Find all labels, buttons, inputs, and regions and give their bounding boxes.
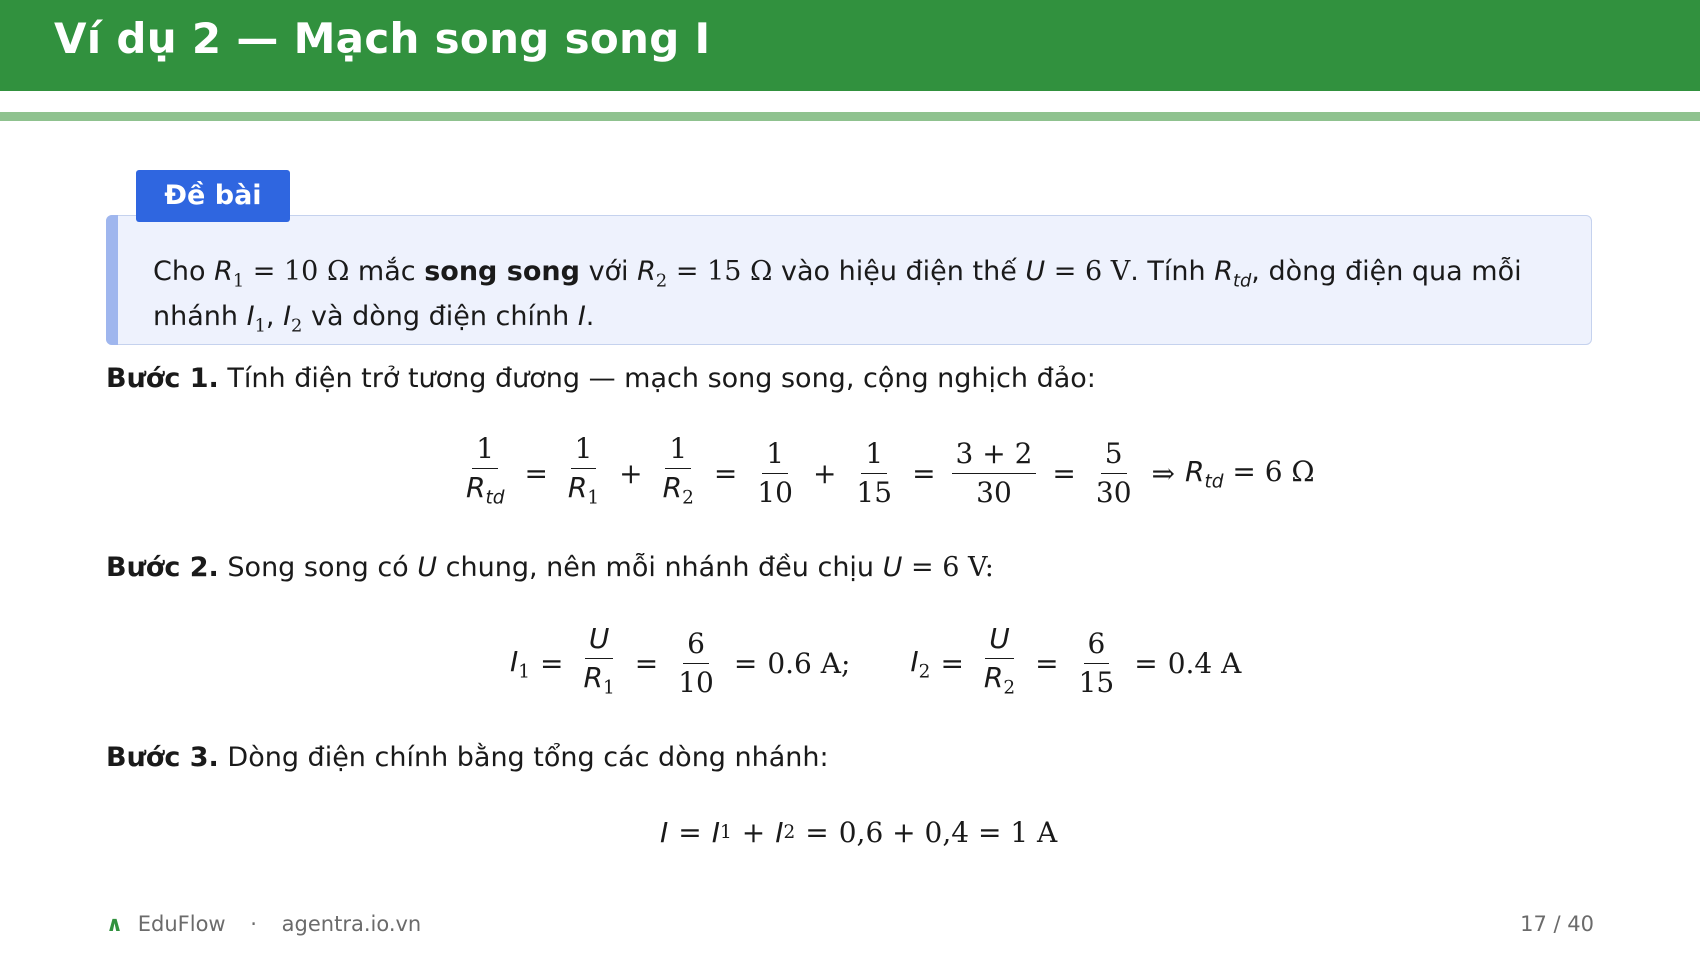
r2-value: 15 Ω	[707, 256, 773, 287]
step3-desc: Dòng điện chính bằng tổng các dòng nhánh:	[227, 742, 829, 773]
problem-box	[106, 215, 1592, 345]
slide-title: Ví dụ 2 — Mạch song song I	[54, 14, 711, 63]
step3-equation: I = I 1 + I 2 = 0,6 + 0,4 = 1 A	[660, 816, 1058, 849]
step1-desc: Tính điện trở tương đương — mạch song song, cộng nghịch đảo:	[227, 363, 1096, 394]
footer	[106, 912, 421, 936]
text-tinh: Tính	[1147, 256, 1206, 287]
text-dong: , dòng điện qua mỗi nhánh	[153, 256, 1522, 333]
text-mac: mắc	[357, 256, 416, 287]
footer-separator: ·	[250, 912, 257, 936]
text-va: và dòng điện chính	[310, 301, 570, 333]
step2-desc-a: Song song có	[227, 552, 409, 583]
step2-desc-b: chung, nên mỗi nhánh đều chịu	[445, 552, 875, 583]
step1-text	[106, 362, 1096, 396]
text-song-song: song song	[424, 256, 580, 287]
problem-text: Cho $R_1 = 10$ Ω mắc song song với $R_2 = 15$ Ω vào hiệu điện thế U = 6 V. Tính $R_{td}$, dòng điện qua mỗi nhánh $I_1$, $I_2$ và dòng điện chính I.	[153, 256, 1522, 337]
title-bar	[0, 0, 1700, 91]
footer-site: agentra.io.vn	[281, 912, 422, 936]
footer-brand: EduFlow	[137, 912, 226, 936]
rtd-result: 6 Ω	[1264, 455, 1315, 488]
i2-result: 0.4 A	[1167, 647, 1242, 681]
step2-equation: $I_1$ = $\frac{U}{R_1}$ = $\frac{6}{10}$ = 0.6 A; $I_2$ = $\frac{U}{R_2}$ = $\frac{6}{15}$ = 0.4 A	[510, 622, 1242, 700]
step2-text: Bước 2. Song song có U chung, nên mỗi nhánh đều chịu U = 6 V:	[106, 552, 994, 583]
step3-text	[106, 741, 829, 775]
page-number: 17 / 40	[1520, 912, 1594, 936]
r1-value: 10 Ω	[284, 256, 350, 287]
step3-label: Bước 3.	[106, 742, 219, 773]
u-value: 6 V	[1084, 256, 1131, 287]
problem-accent-bar	[106, 215, 118, 345]
title-underline	[0, 112, 1700, 121]
eduflow-logo-icon: ∧	[106, 912, 124, 936]
step1-equation: $\frac{1}{R_{td}}$ = $\frac{1}{R_1}$ + $\frac{1}{R_2}$ = $\frac{1}{10}$ + $\frac{1}{15}$ = $\frac{3 + 2}{30}$ = $\frac{5}{30}$ ⇒ $R_{td} = 6$ Ω	[466, 432, 1315, 510]
i1-result: 0.6 A;	[767, 647, 851, 681]
text-cho: Cho	[153, 256, 206, 287]
step2-u-value: 6 V:	[942, 552, 994, 583]
text-vao: vào hiệu điện thế	[781, 256, 1017, 287]
problem-tag: Đề bài	[136, 170, 290, 222]
step2-label: Bước 2.	[106, 552, 219, 583]
current-sum: 0,6 + 0,4 = 1 A	[838, 816, 1058, 849]
text-voi: với	[588, 256, 629, 287]
step1-label: Bước 1.	[106, 363, 219, 394]
